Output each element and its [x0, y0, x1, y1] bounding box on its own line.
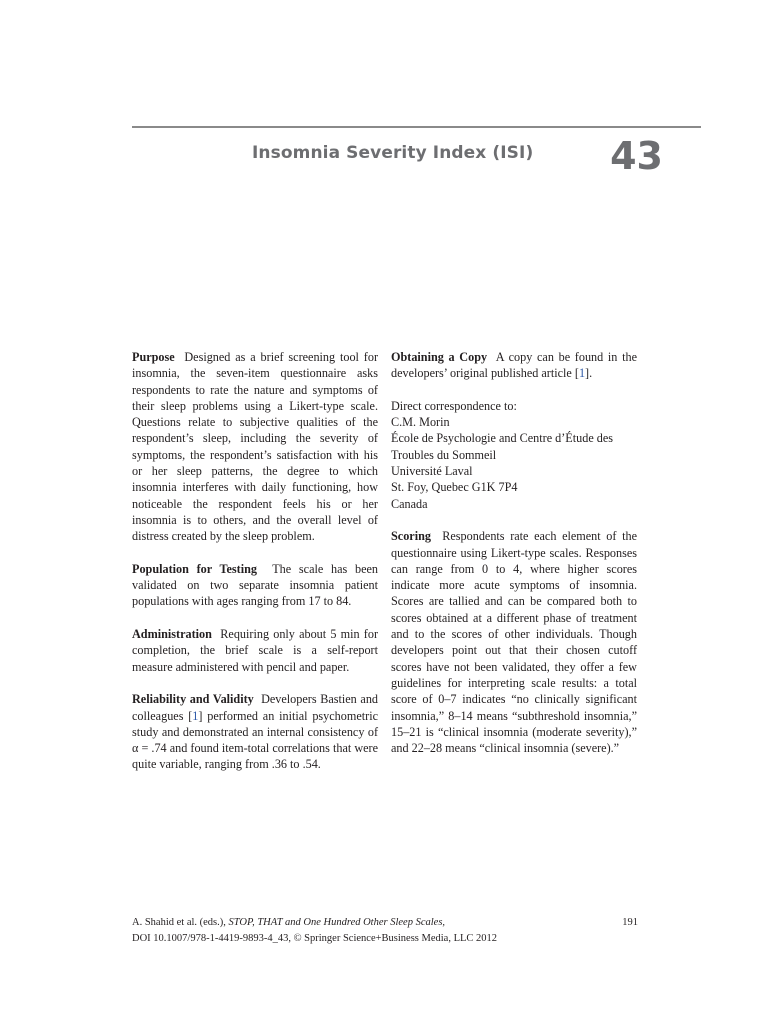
scoring-paragraph	[391, 528, 637, 756]
correspondence-block	[391, 398, 637, 512]
footer-editors: A. Shahid et al. (eds.),	[132, 917, 226, 928]
reliability-text-after: performed an initial psychometric study and demonstrated an internal consistency of α = .74 and found item-total correlations that were quite variable, ranging from .36 to .54.	[132, 708, 378, 772]
reliability-paragraph	[132, 691, 378, 772]
obtaining-text: A copy can be found in the developers’ original published article	[391, 350, 637, 381]
footer-citation	[132, 915, 445, 931]
purpose-heading: Purpose	[132, 350, 175, 364]
address-line: École de Psychologie and Centre d’Étude des Troubles du Sommeil	[391, 431, 614, 462]
left-column	[132, 349, 378, 789]
address-line: St. Foy, Quebec G1K 7P4	[391, 480, 518, 495]
reliability-ref-close: ]	[198, 708, 203, 723]
obtaining-heading: Obtaining a Copy	[391, 350, 488, 364]
population-paragraph	[132, 561, 378, 610]
reliability-text-before: Developers Bastien and colleagues	[132, 692, 379, 723]
address-line: Canada	[391, 496, 428, 511]
top-rule	[132, 126, 701, 128]
address-line: Université Laval	[391, 464, 473, 479]
chapter-number: 43	[610, 134, 663, 178]
right-column	[391, 349, 637, 773]
chapter-title: Insomnia Severity Index (ISI)	[252, 143, 534, 163]
purpose-paragraph	[132, 349, 378, 545]
obtaining-ref-open: [	[574, 366, 579, 381]
address-line: C.M. Morin	[391, 415, 450, 430]
administration-text: Requiring only about 5 min for completion, the brief scale is a self-report measure administered with pencil and paper.	[132, 627, 378, 674]
population-heading: Population for Testing	[132, 561, 257, 576]
reference-link-1[interactable]: 1	[578, 366, 586, 381]
footer-doi: DOI 10.1007/978-1-4419-9893-4_43, © Springer Science+Business Media, LLC 2012	[132, 932, 498, 944]
reliability-heading: Reliability and Validity	[132, 692, 254, 707]
administration-paragraph	[132, 626, 378, 675]
scoring-heading: Scoring	[391, 529, 431, 544]
population-text: The scale has been validated on two separate insomnia patient populations with ages ranging from 17 to 84.	[132, 561, 379, 609]
reference-link-1[interactable]: 1	[192, 708, 199, 723]
obtaining-paragraph	[391, 349, 637, 382]
purpose-text: Designed as a brief screening tool for insomnia, the seven-item questionnaire asks respondents to rate the nature and symptoms of their sleep problems using a Likert-type scale. Questions relate to subjective qualities of the respondent’s sleep, including the severity of symptoms, the respondent’s satisfaction with his or her sleep patterns, the degree to which insomnia interferes with daily functioning, how noticeable the respondent feels his or her insomnia is to others, and the overall level of distress created by the sleep problem.	[132, 350, 378, 544]
scoring-text: Respondents rate each element of the questionnaire using Likert-type scales. Responses can range from 0 to 4, where higher scores indicate more acute symptoms of insomnia. Scores are tallied and can be compared both to scores obtained at a different phase of treatment and to the scores of other individuals. Though developers point out that their chosen cutoff scores have not been validated, they offer a few guidelines for interpreting scale results: a total score of 0–7 indicates “no clinically significant insomnia,” 8–14 means “subthreshold insomnia,” 15–21 is “clinical insomnia (moderate severity),” and 22–28 means “clinical insomnia (severe).”	[391, 529, 638, 756]
footer-citation-line	[132, 915, 638, 931]
administration-heading: Administration	[132, 627, 212, 642]
direct-correspondence-label: Direct correspondence to:	[391, 398, 517, 413]
reliability-ref-open: [	[188, 708, 193, 723]
footer-book-title: STOP, THAT and One Hundred Other Sleep Scales,	[228, 917, 446, 928]
page-footer	[132, 915, 638, 946]
obtaining-ref-close: ].	[585, 366, 593, 381]
page-number: 191	[622, 917, 638, 928]
